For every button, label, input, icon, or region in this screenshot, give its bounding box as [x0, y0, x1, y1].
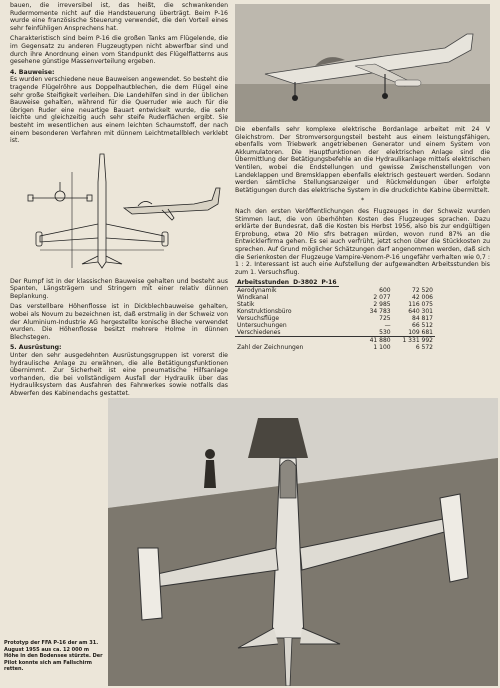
- table-cell: 72 520: [412, 287, 433, 295]
- table-cell: Windkanal: [237, 294, 269, 302]
- table-row: [235, 322, 435, 329]
- table-row: [235, 315, 435, 322]
- table-cell: Versuchsflüge: [237, 315, 280, 323]
- work-hours-table: [235, 279, 435, 351]
- side-view: [124, 188, 220, 220]
- table-cell: Aerodynamik: [237, 287, 277, 295]
- table-cell: 2 077: [373, 294, 391, 302]
- table-cell: 530: [379, 329, 391, 337]
- table-cell: 6 572: [415, 344, 433, 352]
- paragraph: bauen, die irreversibel ist, das heißt, die schwankenden Rudermomente nicht auf die Handsteuerung überträgt. Beim P-16 wurde eine französische Steuerung verwendet, die den Vorteil eines sehr feinfühligen Ansprechens hat.: [10, 2, 228, 32]
- table-row: [235, 301, 435, 308]
- table-cell: [235, 337, 362, 345]
- table-row: [235, 329, 435, 337]
- table-cell: 600: [379, 287, 391, 295]
- table-header-cell: Arbeitsstunden: [237, 279, 290, 287]
- table-cell: 1 100: [373, 344, 391, 352]
- table-cell: 116 075: [408, 301, 433, 309]
- table-header-cell: D-3802: [293, 279, 318, 287]
- table-cell: 34 783: [369, 308, 391, 316]
- table-cell: Untersuchungen: [237, 322, 287, 330]
- photo-caption: Prototyp der FFA P-16 der am 31. August 1955 aus ca. 12 000 m Höhe in den Bodensee stürzte. Der Pilot konnte sich am Fallschirm retten.: [4, 640, 103, 673]
- table-cell: 42 006: [412, 294, 433, 302]
- table-cell: 109 681: [408, 329, 433, 337]
- aircraft-photo-top-image: [235, 4, 490, 122]
- table-header: [235, 279, 362, 287]
- front-view: [28, 182, 92, 201]
- table-cell: Zahl der Zeichnungen: [237, 344, 304, 352]
- three-view-drawing: [12, 152, 227, 272]
- table-cell: —: [384, 322, 391, 330]
- table-row: [235, 287, 435, 294]
- table-cell: 2 985: [373, 301, 391, 309]
- paragraph: Das verstellbare Höhenflosse ist in Dickblechbauweise gehalten, wobei als Novum zu bezeichnen ist, daß erstmalig in der Schweiz von der Aluminium-Industrie AG hergestellte konische Bleche verwendet wurden. Die Höhenflosse besitzt mehrere Holme in dünnen Blechstegen.: [10, 303, 228, 341]
- table-total-row: [235, 337, 435, 345]
- paragraph: Die ebenfalls sehr komplexe elektrische Bordanlage arbeitet mit 24 V Gleichstrom. Der Stromversorgungsteil besteht aus einem leistungsfähigen, ebenfalls vom Triebwerk angetriebenen Generator und einem System von Akkumulatoren. Die Hauptfunktionen der elektrischen Anlage sind die Übermittlung der Betätigungsbefehle an die Hydraulikanlage mittels elektrischen Ventilen, wobei die Endstellungen und gewisse Zwischenstellungen von Landeklappen und Bremsklappen ebenfalls elektrisch gesteuert werden. Sodann werden sämtliche Stellungsanzeiger und Rückmeldungen über erfolgte Betätigungen durch das elektrische System in die druckdichte Kabine übermittelt.: [235, 126, 490, 194]
- table-cell: 66 512: [412, 322, 433, 330]
- aircraft-photo-bottom-image: [108, 398, 498, 686]
- table-drawings-row: [235, 344, 435, 351]
- table-cell: 41 880: [362, 337, 393, 345]
- paragraph: Charakteristisch sind beim P-16 die großen Tanks am Flügelende, die im Gegensatz zu anderen Flugzeugtypen nicht abwerfbar sind und durch ihre Anordnung einen vom Standpunkt des Flügelflatterns aus gesehene günstige Massenverteilung ergeben.: [10, 35, 228, 66]
- table-cell: Statik: [237, 301, 255, 309]
- table-row: [235, 308, 435, 315]
- paragraph: Nach den ersten Veröffentlichungen des Flugzeuges in der Schweiz wurden Stimmen laut, die von überhöhten Kosten des Flugzeuges sprachen. Dazu erklärte der Bundesrat, daß die Kosten bis Herbst 1956, also bis zur endgültigen Erprobung, etwa 20 Mio sfrs betragen würden, wovon rund 87% an die Entwicklerfirma gehen. Es sei auch verfrüht, jetzt schon über die Stückkosten zu sprechen. Auf Grund möglicher Schätzungen darf angenommen werden, daß sich die Serienkosten der Flugzeuge Vampire-Venom-P-16 ungefähr verhalten wie 0,7 : 1 : 2. Interessant ist auch eine Aufstellung der aufgewandten Arbeitsstunden bis zum 1. Versuchsflug.: [235, 207, 490, 276]
- table-cell: 725: [379, 315, 391, 323]
- paragraph: Der Rumpf ist in der klassischen Bauweise gehalten und besteht aus Spanten, Längsträgern und Stringern mit einer relativ dünnen Beplankung.: [10, 277, 228, 300]
- table-cell: 84 817: [412, 315, 433, 323]
- table-cell: Konstruktionsbüro: [237, 308, 292, 316]
- separator-star: *: [360, 197, 365, 205]
- paragraph: Unter den sehr ausgedehnten Ausrüstungsgruppen ist vorerst die hydraulische Anlage zu erwähnen, die alle Betätigungsfunktionen übernimmt. Zur Sicherheit ist eine pneumatische Hilfsanlage vorhanden, die bei vollständigem Ausfall der Hydraulik über das Hydrauliksystem das Ausfahren des Fahrwerkes sowie notfalls das Abwerfen des Kabinendachs gestattet.: [10, 352, 228, 397]
- aircraft-photo-bottom: [108, 398, 498, 686]
- aircraft-photo-top: [235, 4, 490, 122]
- paragraph: Es wurden verschiedene neue Bauweisen angewendet. So besteht die tragende Flügelröhre aus Doppelhautblechen, die dem Flügel eine sehr große Steifigkeit verleihen. Die Landehilfen sind in der üblichen Bauweise gehalten, während für die Querruder wie auch für die übrigen Ruder eine neuartige Bauart entwickelt wurde, die sehr leichte und gleichzeitig auch sehr steife Ruderflächen ergibt. Sie besteht im wesentlichen aus einem leichten Schaumstoff, der nach einem besonderen Verfahren mit dünnem Leichtmetallblech verklebt ist.: [10, 76, 228, 145]
- section-heading-ausruestung: 5. Ausrüstung:: [10, 344, 62, 352]
- section-heading-bauweise: 4. Bauweise:: [10, 68, 55, 76]
- dimension-lines: [40, 172, 164, 268]
- table-row: [235, 294, 435, 301]
- table-cell: Verschiedenes: [237, 329, 281, 337]
- table-cell: 1 331 992: [393, 337, 435, 345]
- right-column: [235, 126, 490, 351]
- table-header-cell: P-16: [321, 279, 337, 287]
- table-cell: 640 301: [408, 308, 433, 316]
